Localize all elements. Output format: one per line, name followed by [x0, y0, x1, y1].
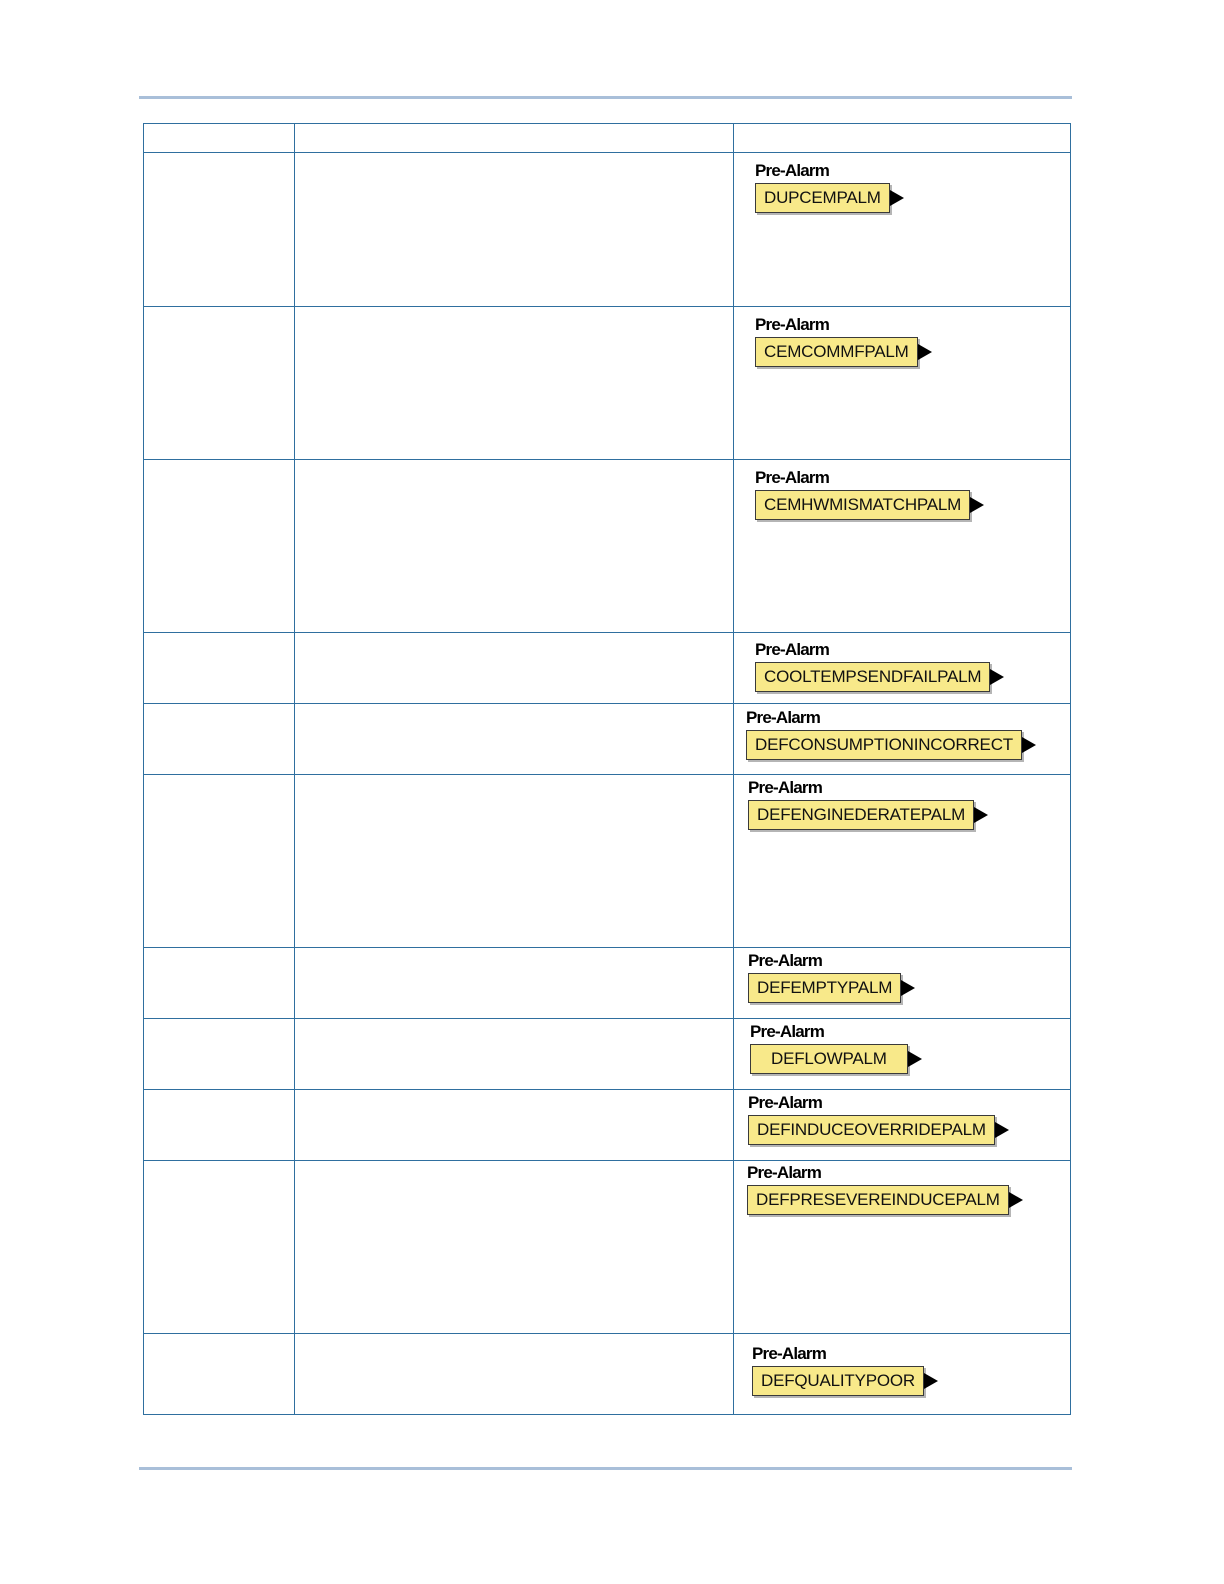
table-row — [144, 153, 1071, 307]
block-type-label: Pre-Alarm — [755, 315, 830, 334]
block-type-label: Pre-Alarm — [752, 1344, 827, 1363]
logic-cell — [734, 1334, 1071, 1415]
output-arrow-icon — [970, 497, 984, 513]
logic-cell — [734, 307, 1071, 460]
output-arrow-icon — [974, 807, 988, 823]
output-arrow-icon — [901, 980, 915, 996]
output-arrow-icon — [918, 344, 932, 360]
table-header-row — [144, 124, 1071, 153]
output-arrow-icon — [924, 1373, 938, 1389]
output-arrow-icon — [908, 1051, 922, 1067]
logic-block — [755, 640, 1004, 692]
footer-rule — [139, 1467, 1072, 1470]
block-type-label: Pre-Alarm — [750, 1022, 825, 1041]
logic-cell — [734, 948, 1071, 1019]
output-arrow-icon — [1022, 737, 1036, 753]
output-arrow-icon — [990, 669, 1004, 685]
logic-cell — [734, 153, 1071, 307]
block-type-label: Pre-Alarm — [748, 1093, 823, 1112]
header-cell-1 — [144, 124, 295, 153]
signal-name-box: DEFENGINEDERATEPALM — [748, 800, 974, 830]
signal-name-box: DEFCONSUMPTIONINCORRECT — [746, 730, 1022, 760]
signal-name-box: DEFLOWPALM — [750, 1044, 908, 1074]
header-cell-3 — [734, 124, 1071, 153]
logic-block — [748, 1093, 1009, 1145]
block-type-label: Pre-Alarm — [747, 1163, 822, 1182]
table-row — [144, 775, 1071, 948]
table-row — [144, 1019, 1071, 1090]
table-row — [144, 307, 1071, 460]
block-type-label: Pre-Alarm — [746, 708, 821, 727]
table-row — [144, 704, 1071, 775]
signal-name-box: COOLTEMPSENDFAILPALM — [755, 662, 990, 692]
logic-block — [755, 468, 984, 520]
logic-cell — [734, 1090, 1071, 1161]
table-row — [144, 1090, 1071, 1161]
logic-block — [747, 1163, 1023, 1215]
logic-cell — [734, 1161, 1071, 1334]
logic-block — [748, 778, 988, 830]
block-type-label: Pre-Alarm — [755, 640, 830, 659]
table-row — [144, 1334, 1071, 1415]
logic-block — [750, 1022, 922, 1074]
signal-name-box: CEMHWMISMATCHPALM — [755, 490, 970, 520]
table-row — [144, 633, 1071, 704]
signal-name-box: DEFEMPTYPALM — [748, 973, 901, 1003]
signal-name-box: CEMCOMMFPALM — [755, 337, 918, 367]
signal-name-box: DEFQUALITYPOOR — [752, 1366, 924, 1396]
header-rule — [139, 96, 1072, 99]
table-row — [144, 1161, 1071, 1334]
header-cell-2 — [295, 124, 734, 153]
block-type-label: Pre-Alarm — [755, 468, 830, 487]
signal-name-box: DEFINDUCEOVERRIDEPALM — [748, 1115, 995, 1145]
signal-name-box: DEFPRESEVEREINDUCEPALM — [747, 1185, 1009, 1215]
block-type-label: Pre-Alarm — [748, 951, 823, 970]
logic-cell — [734, 775, 1071, 948]
logic-cell — [734, 704, 1071, 775]
logic-block — [752, 1344, 938, 1396]
logic-block — [748, 951, 915, 1003]
block-type-label: Pre-Alarm — [748, 778, 823, 797]
logic-block — [746, 708, 1036, 760]
output-arrow-icon — [1009, 1192, 1023, 1208]
logic-cell — [734, 633, 1071, 704]
alarm-table — [143, 123, 1071, 1415]
table-row — [144, 948, 1071, 1019]
signal-name-box: DUPCEMPALM — [755, 183, 890, 213]
logic-cell — [734, 1019, 1071, 1090]
logic-block — [755, 315, 932, 367]
output-arrow-icon — [890, 190, 904, 206]
output-arrow-icon — [995, 1122, 1009, 1138]
block-type-label: Pre-Alarm — [755, 161, 830, 180]
logic-block — [755, 161, 904, 213]
table-row — [144, 460, 1071, 633]
logic-cell — [734, 460, 1071, 633]
